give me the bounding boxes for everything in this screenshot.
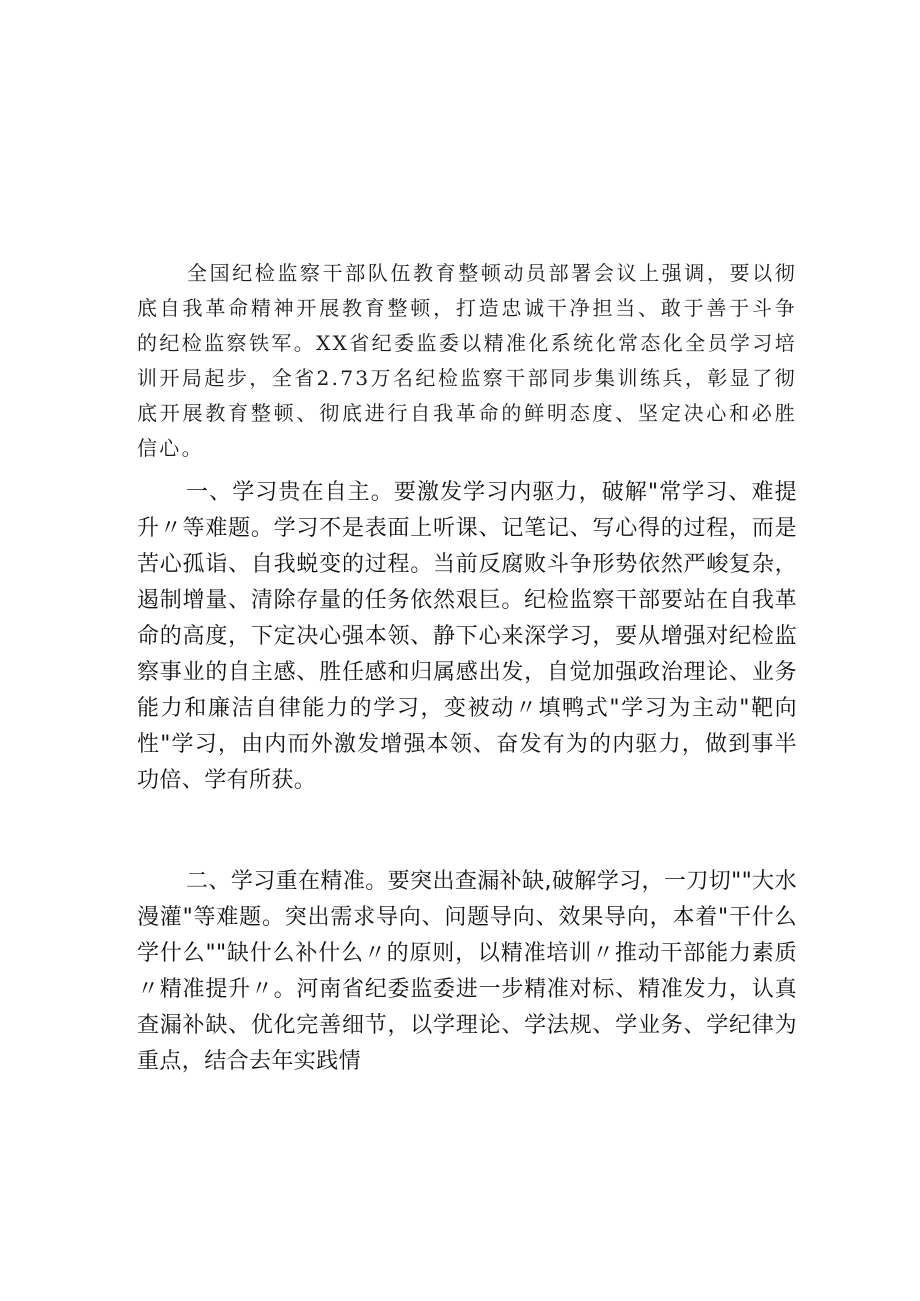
section-one-paragraph: 一、学习贵在自主。要激发学习内驱力，破解"常学习、难提升〃等难题。学习不是表面上听课、记笔记、写心得的过程，而是苦心孤诣、自我蜕变的过程。当前反腐败斗争形势依然严峻复杂，遏制增量、清除存量的任务依然艰巨。纪检监察干部要站在自我革命的高度，下定决心强本领、静下心来深学习，要从增强对纪检监察事业的自主感、胜任感和归属感出发，自觉加强政治理论、业务能力和廉洁自律能力的学习，变被动〃填鸭式"学习为主动"靶向性"学习，由内而外激发增强本领、奋发有为的内驱力，做到事半功倍、学有所获。	[137, 480, 797, 793]
section-two-paragraph: 二、学习重在精准。要突出查漏补缺,破解学习，一刀切""大水漫灌"等难题。突出需求导向、问题导向、效果导向，本着"干什么学什么""缺什么补什么〃的原则，以精准培训〃推动干部能力素质〃精准提升〃。河南省纪委监委进一步精准对标、精准发力，认真查漏补缺、优化完善细节，以学理论、学法规、学业务、学纪律为重点，结合去年实践情	[137, 869, 797, 1074]
intro-paragraph: 全国纪检监察干部队伍教育整顿动员部署会议上强调，要以彻底自我革命精神开展教育整顿，打造忠诚干净担当、敢于善于斗争的纪检监察铁军。XX省纪委监委以精准化系统化常态化全员学习培训开局起步，全省2.73万名纪检监察干部同步集训练兵，彰显了彻底开展教育整顿、彻底进行自我革命的鲜明态度、坚定决心和必胜信心。	[137, 261, 797, 460]
